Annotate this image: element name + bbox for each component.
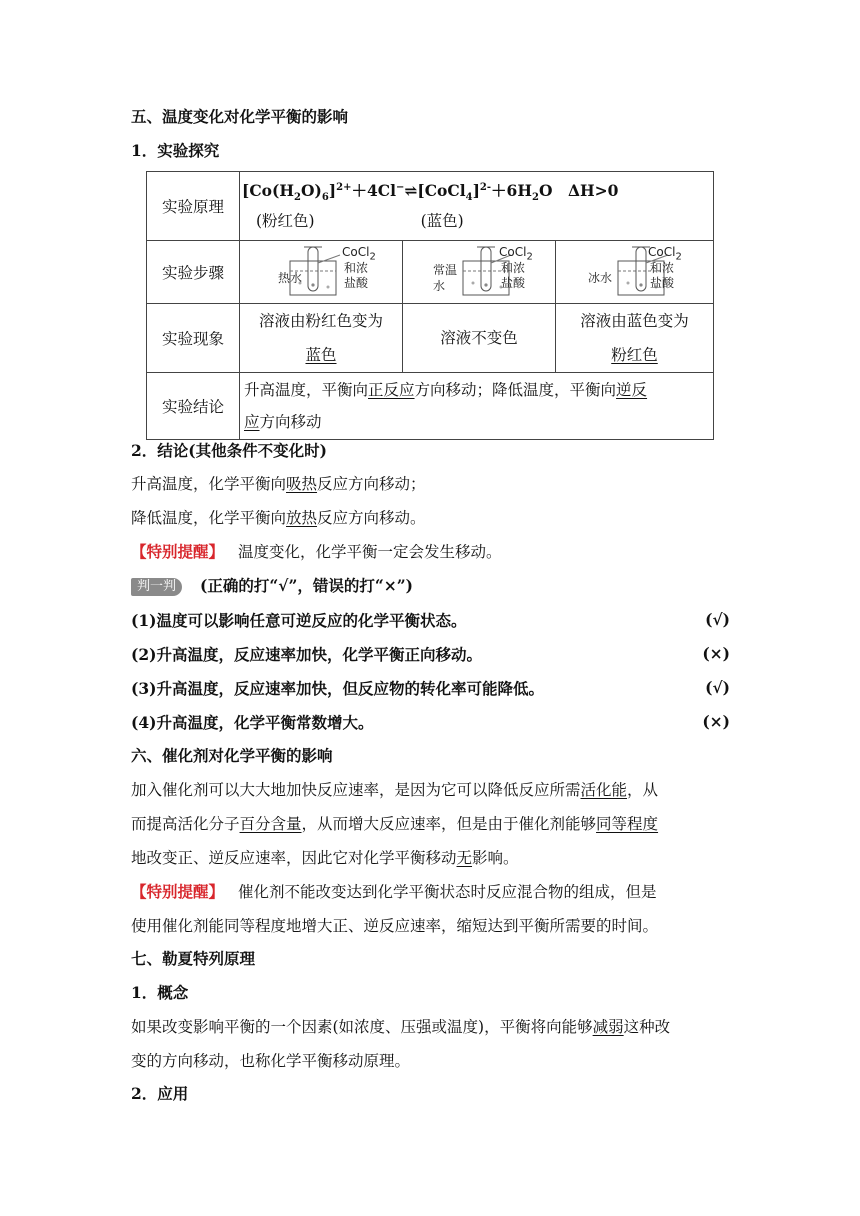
observation-room: 溶液不变色: [403, 304, 556, 373]
step-room-water: 常温 水 CoCl$_2$ 和浓 盐酸: [403, 241, 556, 304]
catalyst-line-3: 地改变正、逆反应速率，因此它对化学平衡移动无影响。: [131, 849, 519, 867]
conclusion-line-2: 降低温度，化学平衡向放热反应方向移动。: [131, 509, 426, 527]
question-1: (1)温度可以影响任意可逆反应的化学平衡状态。: [131, 611, 467, 630]
subsection-experiment: 1．实验探究: [131, 141, 220, 160]
experiment-table: [146, 171, 714, 440]
blue-label: (蓝色): [420, 212, 464, 230]
subsection-concept: 1．概念: [131, 983, 189, 1002]
conclusion-cell: 升高温度，平衡向正反应方向移动；降低温度，平衡向逆反 应方向移动: [240, 373, 714, 440]
section-6-title: 六、催化剂对化学平衡的影响: [131, 746, 333, 765]
row-conclusion-label: 实验结论: [147, 373, 240, 440]
row-observation-label: 实验现象: [147, 304, 240, 373]
question-3: (3)升高温度，反应速率加快，但反应物的转化率可能降低。: [131, 679, 544, 698]
answer-3: (√): [705, 678, 730, 697]
step-ice-water: 冰水 CoCl$_2$ 和浓 盐酸: [556, 241, 714, 304]
principle-cell: [240, 172, 714, 241]
answer-2: (×): [702, 644, 730, 663]
step-hot-water: 热水 CoCl$_2$ 和浓 盐酸: [240, 241, 403, 304]
subsection-conclusion: 2．结论(其他条件不变化时): [131, 441, 327, 460]
reaction-equation: $[Co(H_2O)_6]^{2+}+4Cl^-\rightleftharpoons[CoCl_4]^{2-}+6H_2O$ ΔH>0: [242, 181, 619, 204]
answer-pink: 粉红色: [611, 346, 658, 364]
judge-badge: 判一判: [131, 578, 182, 596]
pink-label: (粉红色): [256, 212, 315, 230]
section-5-title: 五、温度变化对化学平衡的影响: [131, 107, 349, 126]
section-7-title: 七、勒夏特列原理: [131, 949, 256, 968]
observation-ice: 溶液由蓝色变为 粉红色: [556, 304, 714, 373]
concept-line-2: 变的方向移动，也称化学平衡移动原理。: [131, 1052, 411, 1070]
tip-catalyst-line-1: 【特别提醒】 催化剂不能改变达到化学平衡状态时反应混合物的组成，但是: [131, 882, 657, 901]
row-principle-label: 实验原理: [147, 172, 240, 241]
answer-blue: 蓝色: [305, 346, 337, 364]
answer-1: (√): [705, 610, 730, 629]
question-2: (2)升高温度，反应速率加快，化学平衡正向移动。: [131, 645, 482, 664]
observation-hot: 溶液由粉红色变为 蓝色: [240, 304, 403, 373]
tip-catalyst-line-2: 使用催化剂能同等程度地增大正、逆反应速率，缩短达到平衡所需要的时间。: [131, 917, 659, 935]
judge-header: 判一判 (正确的打“√”，错误的打“×”): [131, 575, 413, 597]
subsection-application: 2．应用: [131, 1084, 189, 1103]
catalyst-line-2: 而提高活化分子百分含量，从而增大反应速率，但是由于催化剂能够同等程度: [131, 815, 659, 833]
concept-line-1: 如果改变影响平衡的一个因素(如浓度、压强或温度)，平衡将向能够减弱这种改: [131, 1018, 671, 1036]
answer-4: (×): [702, 712, 730, 731]
color-labels: [256, 206, 713, 236]
catalyst-line-1: 加入催化剂可以大大地加快反应速率，是因为它可以降低反应所需活化能，从: [131, 781, 659, 799]
question-4: (4)升高温度，化学平衡常数增大。: [131, 713, 374, 732]
row-steps-label: 实验步骤: [147, 241, 240, 304]
tip-temperature: 【特别提醒】 温度变化，化学平衡一定会发生移动。: [131, 542, 502, 561]
conclusion-line-1: 升高温度，化学平衡向吸热反应方向移动；: [131, 475, 426, 493]
beaker-ice-water-icon: [564, 243, 704, 301]
